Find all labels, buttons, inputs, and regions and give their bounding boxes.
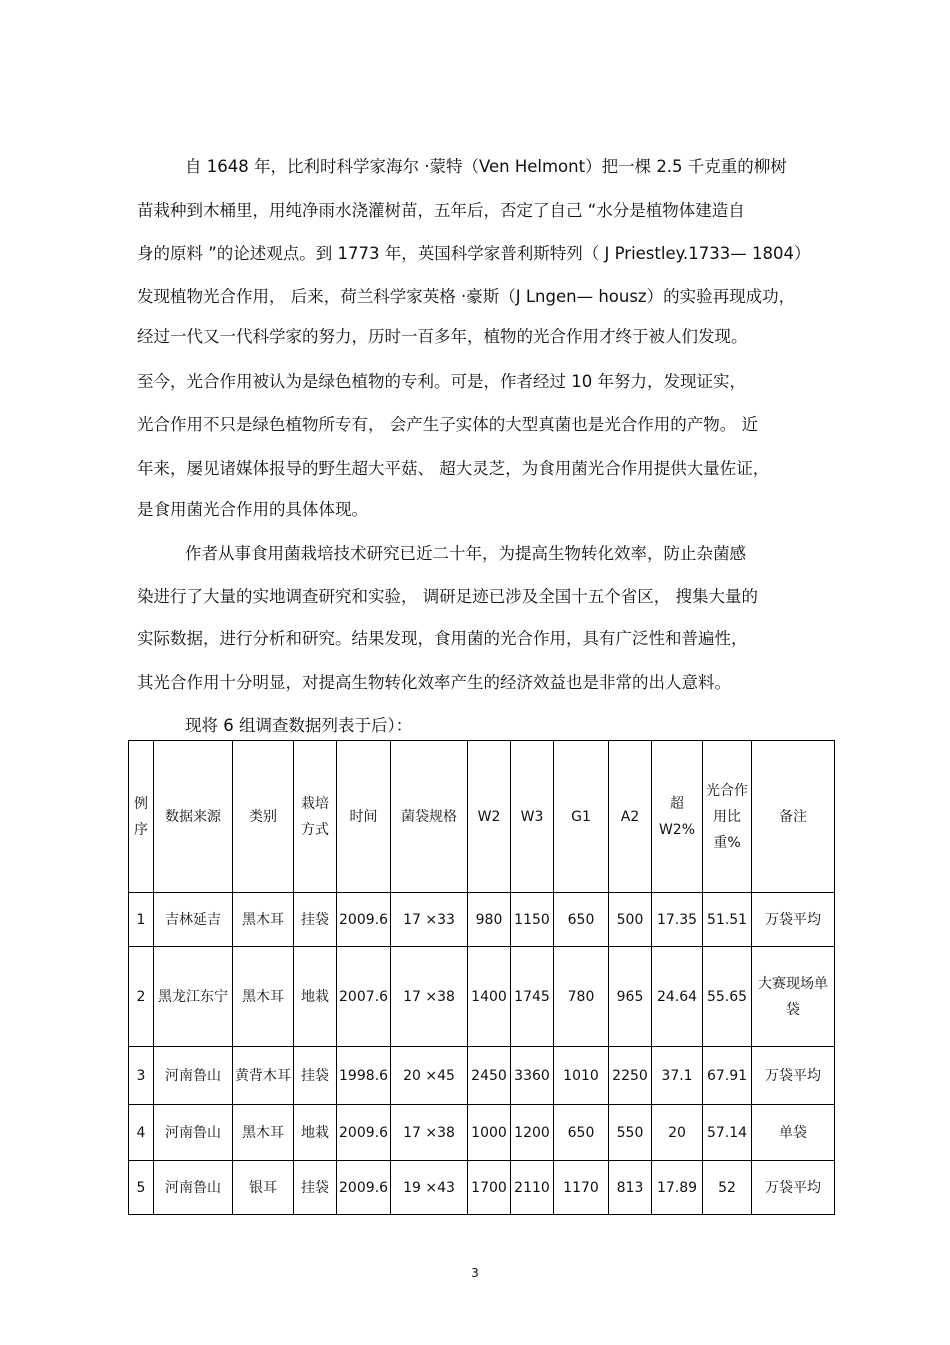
- paragraph-line: 发现植物光合作用， 后来，荷兰科学家英格 ·豪斯（J Lngen— housz）的实验再现成功，: [137, 287, 796, 306]
- survey-data-table: [128, 740, 835, 1215]
- table-cell: 24.64: [652, 947, 703, 1047]
- table-cell: 2450: [468, 1047, 511, 1105]
- paragraph-line: 苗栽种到木桶里，用纯净雨水浇灌树苗，五年后，否定了自己 “水分是植物体建造自: [137, 201, 745, 220]
- table-cell: 万袋平均: [752, 893, 835, 947]
- paragraph-line: 身的原料 ”的论述观点。到 1773 年，英国科学家普利斯特列（ J Priestley.1733— 1804）: [137, 244, 811, 263]
- table-cell: 2007.6: [337, 947, 391, 1047]
- header-cell: G1: [554, 741, 609, 893]
- header-cell: W2: [468, 741, 511, 893]
- table-cell: 地栽: [294, 947, 337, 1047]
- header-cell: 光合作用比重%: [703, 741, 752, 893]
- header-cell: 栽培方式: [294, 741, 337, 893]
- table-cell: 980: [468, 893, 511, 947]
- table-cell: 万袋平均: [752, 1047, 835, 1105]
- table-cell: 1745: [511, 947, 554, 1047]
- paragraph-line: 其光合作用十分明显，对提高生物转化效率产生的经济效益也是非常的出人意料。: [137, 673, 731, 692]
- table-cell: 4: [129, 1105, 154, 1161]
- table-cell: 17 ×38: [391, 947, 468, 1047]
- header-cell: 超W2%: [652, 741, 703, 893]
- table-cell: 57.14: [703, 1105, 752, 1161]
- table-cell: 1998.6: [337, 1047, 391, 1105]
- table-cell: 55.65: [703, 947, 752, 1047]
- table-row: [129, 1047, 835, 1105]
- table-cell: 黑龙江东宁: [154, 947, 233, 1047]
- table-cell: 52: [703, 1161, 752, 1215]
- table-cell: 2009.6: [337, 893, 391, 947]
- paragraph-line: 至今，光合作用被认为是绿色植物的专利。可是，作者经过 10 年努力，发现证实，: [137, 372, 746, 391]
- paragraph-line: 是食用菌光合作用的具体体现。: [137, 500, 368, 519]
- table-row: [129, 1161, 835, 1215]
- table-row: [129, 893, 835, 947]
- paragraph-line: 光合作用不只是绿色植物所专有， 会产生子实体的大型真菌也是光合作用的产物。 近: [137, 415, 758, 434]
- header-cell: W3: [511, 741, 554, 893]
- table-cell: 河南鲁山: [154, 1047, 233, 1105]
- table-cell: 17.35: [652, 893, 703, 947]
- table-cell: 2009.6: [337, 1105, 391, 1161]
- table-row: [129, 947, 835, 1047]
- table-cell: 万袋平均: [752, 1161, 835, 1215]
- table-cell: 17 ×33: [391, 893, 468, 947]
- header-cell: 例序: [129, 741, 154, 893]
- table-cell: 2: [129, 947, 154, 1047]
- table-cell: 河南鲁山: [154, 1161, 233, 1215]
- table-cell: 1010: [554, 1047, 609, 1105]
- table-cell: 河南鲁山: [154, 1105, 233, 1161]
- table-cell: 1170: [554, 1161, 609, 1215]
- paragraph-line: 实际数据，进行分析和研究。结果发现，食用菌的光合作用，具有广泛性和普遍性，: [137, 629, 748, 648]
- table-cell: 51.51: [703, 893, 752, 947]
- table-cell: 965: [609, 947, 652, 1047]
- table-cell: 1000: [468, 1105, 511, 1161]
- header-cell: 菌袋规格: [391, 741, 468, 893]
- table-cell: 挂袋: [294, 1161, 337, 1215]
- table-cell: 1200: [511, 1105, 554, 1161]
- table-cell: 20: [652, 1105, 703, 1161]
- table-cell: 地栽: [294, 1105, 337, 1161]
- table-cell: 2250: [609, 1047, 652, 1105]
- paragraph-line: 自 1648 年，比利时科学家海尔 ·蒙特（Ven Helmont）把一棵 2.5 千克重的柳树: [185, 157, 787, 176]
- table-cell: 5: [129, 1161, 154, 1215]
- paragraph-line: 经过一代又一代科学家的努力，历时一百多年，植物的光合作用才终于被人们发现。: [137, 327, 748, 346]
- paragraph-line: 作者从事食用菌栽培技术研究已近二十年，为提高生物转化效率，防止杂菌感: [185, 544, 746, 563]
- table-cell: 黄背木耳: [233, 1047, 294, 1105]
- table-cell: 650: [554, 1105, 609, 1161]
- table-cell: 挂袋: [294, 1047, 337, 1105]
- table-cell: 1: [129, 893, 154, 947]
- header-cell: 备注: [752, 741, 835, 893]
- table-cell: 67.91: [703, 1047, 752, 1105]
- table-cell: 1400: [468, 947, 511, 1047]
- table-cell: 2110: [511, 1161, 554, 1215]
- table-cell: 500: [609, 893, 652, 947]
- table-cell: 650: [554, 893, 609, 947]
- table-cell: 550: [609, 1105, 652, 1161]
- table-row: [129, 1105, 835, 1161]
- table-cell: 1150: [511, 893, 554, 947]
- table-cell: 银耳: [233, 1161, 294, 1215]
- table-cell: 37.1: [652, 1047, 703, 1105]
- table-cell: 黑木耳: [233, 947, 294, 1047]
- table-cell: 黑木耳: [233, 893, 294, 947]
- table-cell: 单袋: [752, 1105, 835, 1161]
- header-cell: A2: [609, 741, 652, 893]
- table-cell: 780: [554, 947, 609, 1047]
- table-cell: 大赛现场单袋: [752, 947, 835, 1047]
- table-cell: 17 ×38: [391, 1105, 468, 1161]
- table-cell: 黑木耳: [233, 1105, 294, 1161]
- table-cell: 17.89: [652, 1161, 703, 1215]
- table-cell: 2009.6: [337, 1161, 391, 1215]
- table-cell: 3360: [511, 1047, 554, 1105]
- page-number: 3: [471, 1266, 479, 1280]
- header-cell: 数据来源: [154, 741, 233, 893]
- paragraph-line: 现将 6 组调查数据列表于后）：: [185, 716, 413, 735]
- table-cell: 吉林延吉: [154, 893, 233, 947]
- table-cell: 1700: [468, 1161, 511, 1215]
- table-cell: 挂袋: [294, 893, 337, 947]
- paragraph-line: 染进行了大量的实地调查研究和实验， 调研足迹已涉及全国十五个省区， 搜集大量的: [137, 587, 758, 606]
- table-cell: 20 ×45: [391, 1047, 468, 1105]
- table-cell: 19 ×43: [391, 1161, 468, 1215]
- table-header-row: [129, 741, 835, 893]
- header-cell: 类别: [233, 741, 294, 893]
- table-cell: 813: [609, 1161, 652, 1215]
- paragraph-line: 年来，屡见诸媒体报导的野生超大平菇、 超大灵芝，为食用菌光合作用提供大量佐证，: [137, 459, 770, 478]
- header-cell: 时间: [337, 741, 391, 893]
- table-cell: 3: [129, 1047, 154, 1105]
